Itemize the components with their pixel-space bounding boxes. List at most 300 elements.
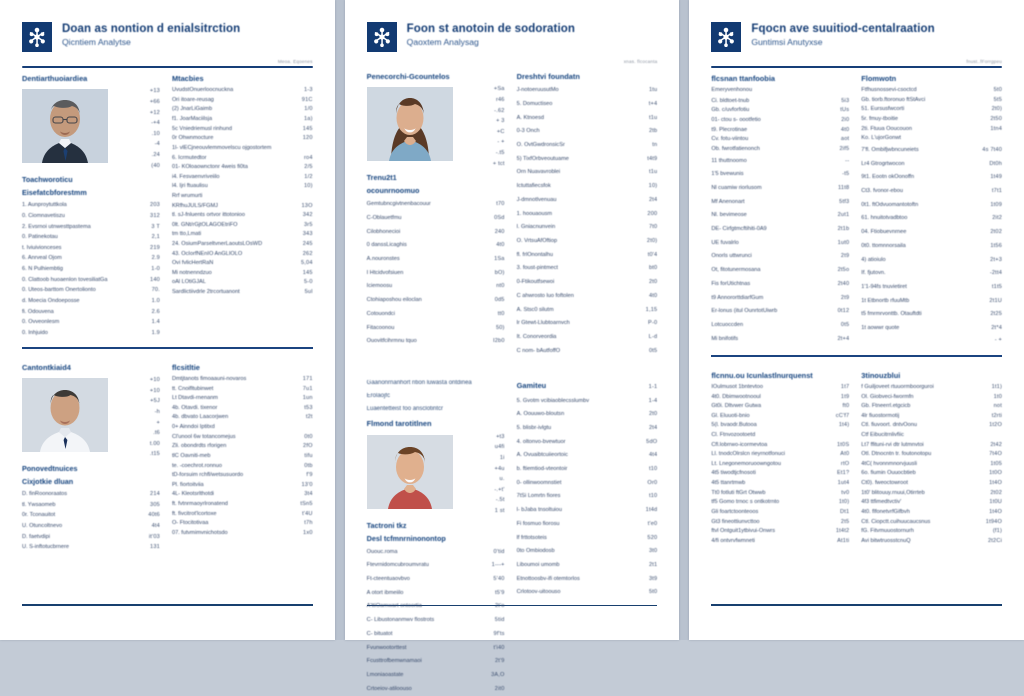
footer-rule bbox=[22, 604, 313, 606]
list-item: t. Iviuivionceses 219 bbox=[22, 244, 160, 251]
section-subheading-line1: Trenu2t1 bbox=[366, 173, 397, 183]
list-item: 5. Gvotm vcibiaoblecsslumbv 1-4 bbox=[516, 397, 658, 404]
list-item: Onorls uttwrunci 2t9 bbox=[711, 253, 850, 260]
list-item: 0r. Tconauitot 40t6 bbox=[22, 512, 160, 519]
column-right bbox=[517, 66, 658, 358]
section-bottom bbox=[367, 375, 658, 696]
section-subheading-line1: Ponovedtnuices bbox=[22, 464, 78, 474]
list-item: - + bbox=[994, 336, 1003, 343]
list-item: 0lt. GNt/rGjtOLAGOEtriFO 3r5 bbox=[171, 221, 313, 228]
list-item: Ct3. fvonor-ebou t7t1 bbox=[861, 188, 1003, 195]
section-subheading-line2: Desl tcfmnrninonontop bbox=[366, 533, 446, 543]
list-item: 0. Uteos-barttom Onertolionto 70. bbox=[22, 287, 160, 294]
entry-list bbox=[711, 97, 849, 347]
section-heading: Flomwotn bbox=[861, 74, 897, 83]
side-value-row: +66 bbox=[149, 98, 160, 105]
list-item: t5 fmrmrvonttb. Otauftdti 2t25 bbox=[861, 311, 1003, 318]
list-item: 6o. fiumin Ouuocbtieb 1t0O bbox=[861, 470, 1003, 477]
list-item: C- bituatot 9f'ts bbox=[366, 630, 505, 637]
list-item: tlC Oavniti-meb tifu bbox=[171, 452, 313, 459]
side-value-row: r46 bbox=[495, 96, 505, 103]
list-item: Avi bitwtruosstcnuQ 2t2Ci bbox=[861, 537, 1003, 544]
list-item: ft. fivcitrot'lcortoxe t'4U bbox=[171, 510, 313, 517]
list-item: 4t5 tiwodtjcfnosoti Et1? bbox=[711, 470, 850, 477]
list-item: Ll. tnodcOlrslcn rieyrnotfonuci At0 bbox=[711, 451, 850, 458]
list-item: Gt3 fineottiunvcttoo 2t5 bbox=[711, 518, 850, 525]
list-item: 5(l. bvaodr.Butooa 1t4) bbox=[711, 422, 850, 429]
side-value-row: -+4 bbox=[151, 120, 160, 127]
list-item: 1t Etbnortb rfuuMtb 2t1U bbox=[861, 297, 1003, 304]
list-item: Ovi fvlicHertRaN 5,04 bbox=[171, 260, 313, 267]
page-2[interactable] bbox=[345, 0, 680, 692]
side-values-list bbox=[463, 432, 505, 517]
section-heading: flcsitltie bbox=[171, 362, 200, 372]
list-item: 1'1-94fs tnuvietiret t1t5 bbox=[861, 283, 1003, 290]
section-top bbox=[711, 68, 1002, 346]
column-right bbox=[172, 68, 313, 338]
list-item: C nom- bAutfoffO 0t5 bbox=[516, 347, 658, 354]
list-item: I Htcidvofsiuen bO) bbox=[366, 269, 505, 276]
column-left bbox=[367, 375, 505, 696]
list-item: 2ti. Ftuua Ooucouon 1tn4 bbox=[861, 125, 1003, 132]
list-item: 5. blisbr-ivlgtu 2t4 bbox=[516, 424, 658, 431]
list-item: Liboumoi umomb 2t1 bbox=[516, 562, 658, 568]
side-value-row: + bbox=[156, 419, 160, 426]
column-right bbox=[517, 375, 658, 696]
header-meta: Meoa. Eqoenes bbox=[277, 59, 313, 64]
list-item: 6. N Pulhiembtig 1-0 bbox=[22, 266, 160, 272]
list-item: IOulmusot 1bntevtoo 1t7 bbox=[711, 384, 850, 390]
list-item: 1t aowwr quote 2t*4 bbox=[861, 325, 1003, 332]
section-heading: Gamiteu bbox=[516, 381, 547, 391]
side-value-row: u. bbox=[499, 476, 505, 483]
list-item: 5c Vniedriemusl rinhund 145 bbox=[171, 125, 313, 132]
list-item: 1. hoouaousm 200 bbox=[516, 210, 658, 217]
list-item: 01- ctou s- oootfetio 2i0 bbox=[711, 117, 850, 124]
entry-list bbox=[22, 489, 160, 553]
portrait-photo-boy bbox=[367, 435, 453, 509]
list-item: Ouovitfcihrmnu tquo I2b0 bbox=[366, 338, 505, 345]
side-value-row: -.+t' bbox=[494, 486, 505, 493]
list-item: l4. Ijri ftuaulisu 10) bbox=[171, 183, 313, 190]
list-item: oAl LOtiGJAL 5-0 bbox=[171, 279, 313, 286]
list-item: fi. Odouvena 2.6 bbox=[22, 308, 160, 315]
list-item: 7'fl. Ombifjwbncuneiets 4s 7t40 bbox=[861, 146, 1003, 153]
list-item: Nl. bevimeose 2ut1 bbox=[711, 212, 850, 219]
list-item: 0+ Ainndoi Iptitxd bbox=[171, 424, 215, 431]
page-title: Foon st anotoin de sodoration bbox=[406, 23, 576, 35]
portrait-photo-woman bbox=[367, 87, 453, 161]
section-subcaption: Emeryvenhonou bbox=[711, 87, 753, 94]
page-subtitle: Qaoxtem Analysag bbox=[406, 37, 479, 48]
list-item: 5r. fmuy-tboitie 2t50 bbox=[861, 116, 1003, 123]
list-item: 11 thuttnoomo -- bbox=[711, 157, 850, 164]
list-item: 3. foust-pintmect bt0 bbox=[516, 265, 658, 272]
list-item: Gb. tiorb.ftoronuo ftStAvci 5t5 bbox=[861, 96, 1003, 103]
list-item: 0r Ohwnmocture 120 bbox=[171, 135, 313, 142]
list-item: Mi notnenndzuo 145 bbox=[171, 269, 313, 276]
list-item: Lr4 Gtrogrtwocon Dt0h bbox=[861, 160, 1003, 167]
list-item: D. finRoonoraatos 214 bbox=[22, 491, 160, 498]
list-item: tD-forsuim rchfl/wetsusuordo f'9 bbox=[171, 472, 313, 479]
list-item: 4tC( hvonnmnorvjuusli 1t05 bbox=[861, 460, 1003, 467]
side-value-row: +10 bbox=[149, 377, 160, 384]
list-item: Rrf wrumurti bbox=[171, 192, 203, 199]
side-value-row: 1i bbox=[499, 454, 505, 461]
list-item: Er-lonus (itul OunrtotUiwrb 0t12 bbox=[711, 308, 850, 315]
section-heading-value: 1-1 bbox=[648, 384, 658, 391]
list-item: DE- Cirfgtmcftihiti-0A9 2t1b bbox=[711, 226, 850, 233]
list-item: Gli foartctoonteoos Dt1 bbox=[711, 508, 850, 515]
footer-rule bbox=[711, 604, 1002, 606]
list-item: U. S-inftotucbrnere 131 bbox=[22, 544, 160, 551]
list-item: A.nouronstes 1Sa bbox=[366, 256, 505, 263]
list-item: Ori itoare-reusag 91C bbox=[171, 96, 313, 103]
list-item: 0t0. ttomnnorsaila 1t56 bbox=[861, 242, 1003, 249]
list-item: Gt0i. Dltvwer Gutwa ft0 bbox=[711, 403, 850, 410]
list-item: Gb. Ftneerrl.etgcicb not bbox=[861, 403, 1003, 410]
list-item: Cotouondci tt0 bbox=[366, 310, 505, 317]
side-value-row: -.62 bbox=[494, 107, 505, 114]
side-value-row: .10 bbox=[151, 130, 160, 137]
side-values-list bbox=[118, 375, 160, 460]
list-item: Ououc.roma 0'tid bbox=[366, 548, 505, 555]
list-item: 0to Ombiodosb 3t0 bbox=[516, 548, 658, 555]
side-value-row: -h bbox=[154, 408, 160, 415]
list-item: 4t0. Dbimwootnooul 1t9 bbox=[711, 393, 850, 400]
list-item: 0. Ciomnavetiszu 312 bbox=[22, 212, 160, 219]
page-title: Fqocn ave suuitiod-centalraation bbox=[751, 23, 935, 35]
list-item: tt. Cnoifltubinwet 7u1 bbox=[171, 385, 313, 392]
entry-list bbox=[367, 546, 505, 696]
list-item: ftvl Ontguit1ytbivui-Onwrs 1t4t2 bbox=[711, 528, 850, 535]
side-values-list bbox=[463, 84, 505, 169]
list-item: Ctl. Ciopctt.cuihuucaucsnus 1t94O bbox=[861, 518, 1003, 525]
list-item: C ahwrosto luo foftolen 4t0 bbox=[516, 292, 658, 299]
side-value-row: + 3 bbox=[496, 118, 505, 125]
section-subheading-line1: Tactroni tkz bbox=[366, 520, 407, 530]
list-item: tf5 Gomo trnoc s ontkotrnto 1t0) bbox=[711, 499, 850, 506]
list-item: Fvunwootorttest t'i40 bbox=[366, 644, 505, 651]
list-item: KRfhuJULS/FGMJ 13O bbox=[171, 202, 313, 209]
list-item: 4. oltonvo-bvewtuor 5dO bbox=[516, 438, 658, 445]
list-item: fl. frlOnontalhu t0'4 bbox=[516, 251, 658, 258]
list-item: 1'5 bvewunis -t5 bbox=[711, 171, 850, 178]
section-heading: Cantontkiaid4 bbox=[22, 362, 71, 372]
column-left bbox=[22, 357, 160, 553]
list-item: Gl. Eluuoti-bnio cC'f7 bbox=[711, 412, 850, 419]
section-top bbox=[22, 68, 313, 338]
list-item: 1. Aunproytuttkola 203 bbox=[22, 202, 160, 209]
list-item: 0- ollinwoomnstiet Or0 bbox=[516, 479, 658, 486]
lead-paragraph-line1: Gaanonrnanhort rition luwasta ontdinea bbox=[366, 380, 472, 387]
list-item: 0-Ftikoutfsewoi 2t0 bbox=[516, 279, 658, 286]
section-heading: Mtacbies bbox=[171, 74, 204, 83]
entry-list bbox=[517, 395, 658, 601]
list-item: tm tto,Lmati 343 bbox=[171, 231, 313, 238]
list-item: 0. Clattoob huoaenlon tovesiliatGa 140 bbox=[22, 276, 160, 283]
side-value-row: -.t5 bbox=[495, 150, 505, 156]
page-title: Doan as nontion d enialsitrction bbox=[62, 23, 241, 35]
list-item: 5) TixfOrbveoutuame t4t9 bbox=[516, 155, 658, 162]
list-item: 9t1. Eootn okOonoffn 1t49 bbox=[861, 174, 1003, 181]
organization-logo-icon bbox=[711, 22, 741, 52]
list-item: 4b. dbvato Laacorjwen t2t bbox=[171, 414, 313, 421]
list-item: A. Ktnoesd t1u bbox=[516, 114, 658, 121]
list-item: Ctl. fiuvoort. dntvOonu 1t2O bbox=[861, 422, 1003, 429]
page-subtitle: Guntimsi Anutyxse bbox=[751, 37, 823, 48]
list-item: 24. OsiumParseltvnerLaoutsLOsWD 245 bbox=[171, 241, 313, 247]
list-item: Mf Anenonart 5tf3 bbox=[711, 198, 850, 205]
section-heading: 3tinouzblui bbox=[861, 370, 901, 380]
list-item: Lotcuoccden 0t5 bbox=[711, 321, 850, 328]
list-item: Zli. obondrdts rforigen 2fO bbox=[171, 443, 313, 450]
list-item: (2) JnarLiGaimb 1/0 bbox=[171, 106, 313, 113]
list-item: Ol. Giobveci-fwormfn 1t0 bbox=[861, 393, 1003, 400]
list-item: Pl. fiortoitviia 13'0 bbox=[171, 481, 313, 488]
side-value-row: +C bbox=[496, 128, 505, 135]
entry-list bbox=[517, 84, 658, 358]
list-item: Ob. fwrotfatienonch 2if5 bbox=[711, 145, 850, 152]
header-meta: fnust..fForrgpeu bbox=[966, 59, 1003, 64]
list-item: 43. OcIorfNEnIO AnGLIOLO 262 bbox=[171, 250, 313, 257]
list-item: C-Oblauetfmu 0Sd bbox=[366, 214, 505, 221]
list-item: 6. Anrveal Ojom 2.9 bbox=[22, 255, 160, 262]
list-item: Lt Dtavdi-rnenanm 1un bbox=[171, 395, 313, 402]
list-item: 1l- vlECjneouvlemmovelscu ojgostortem bbox=[171, 144, 272, 151]
list-item: Fi fosmuo fiorosu t'e0 bbox=[516, 520, 658, 527]
list-item: Ko. L'ujorGonwt bbox=[861, 135, 901, 142]
list-item: d. Moecia Ondoeposse 1.0 bbox=[22, 297, 160, 304]
column-right bbox=[172, 357, 313, 553]
list-item: Tt0 fotluti ftGrt Otwwb tv0 bbox=[711, 489, 850, 496]
list-item: 4lr fiuostormotij t2rti bbox=[861, 412, 1003, 419]
list-item: Mi bnifotifs 2t+4 bbox=[711, 335, 850, 342]
side-value-row: + tct bbox=[492, 160, 505, 167]
list-item: C- Libustonanmwv flostrots 5tid bbox=[366, 617, 505, 624]
list-item: 0. Inhjuido 1.9 bbox=[22, 329, 160, 336]
list-item: b. ftiemtiod-vteontoir t10 bbox=[516, 466, 658, 473]
list-item: t9 AnnororttdiarfGum 2t9 bbox=[711, 294, 850, 301]
side-value-row: +4u bbox=[494, 465, 505, 472]
list-item: Fcusttrofbemwnamaoi 2t'9 bbox=[366, 658, 505, 665]
list-item: Lmoniaoastate 3A,O bbox=[366, 671, 505, 678]
section-heading-row bbox=[517, 375, 658, 393]
list-item: Crtoeiov-atiloouso 2it0 bbox=[366, 685, 505, 692]
column-right bbox=[861, 68, 1002, 346]
list-item: 51. Eursusfwcorti 2t0) bbox=[861, 106, 1003, 113]
list-item: Iciemoosu nt0 bbox=[366, 283, 505, 290]
section-subheading-line2: ocounrnoomuo bbox=[366, 186, 420, 196]
side-value-row: +5J bbox=[150, 398, 160, 405]
list-item: Sardlictiivdrle 2trcortuanont 5ul bbox=[171, 289, 313, 296]
list-item: Orn Nuavavroblei t1u bbox=[516, 169, 658, 176]
list-item: UE fuvalrlo 1ut0 bbox=[711, 239, 850, 246]
list-item: t9. Plecrotinae 4t0 bbox=[711, 126, 850, 133]
list-item: A. Ovuaibtcuiieortoic 4t4 bbox=[516, 452, 658, 459]
section-top bbox=[367, 66, 658, 358]
list-item: 2. Evsrnoi utnwesttpastema 3 T bbox=[22, 223, 160, 230]
list-item: A. Oouuwo-bloutsn 2t0 bbox=[516, 411, 658, 418]
list-item: Ctf Eibucitrnlivfiic bbox=[861, 432, 904, 439]
list-item: A otort ibmeiilo t5'9 bbox=[366, 589, 505, 596]
list-item: O. OvtGwdronsicSr tn bbox=[516, 142, 658, 149]
list-item: tl. sJ-fnluents ortvor ittotonioo 342 bbox=[171, 212, 313, 219]
list-item: Cl'unool 6w totancomejus 0t0 bbox=[171, 433, 313, 440]
list-item: lf frttotsoteis 520 bbox=[516, 534, 658, 541]
side-value-row: +12 bbox=[149, 109, 160, 116]
side-value-row: -.5t bbox=[495, 497, 505, 504]
list-item: 4/fi ontvrvfwmneti At1ti bbox=[711, 537, 850, 544]
side-value-row: t.00 bbox=[149, 440, 160, 447]
list-item: U. Otuncoltnevo 4t4 bbox=[22, 522, 160, 529]
section-heading: Dreshtvi foundatn bbox=[516, 72, 580, 81]
list-item: If. fjutovn. -2tt4 bbox=[861, 270, 1003, 277]
column-left bbox=[367, 66, 505, 358]
list-item: te. -coechrot.ronnuo 0tb bbox=[171, 462, 313, 469]
section-bottom bbox=[22, 357, 313, 553]
list-item: Otl. Dtnocntn tr. foutonotopu 7t4O bbox=[861, 451, 1003, 458]
column-right bbox=[861, 365, 1002, 547]
list-item: 01- KOloaownctonr 4weis fi0ta 2/5 bbox=[171, 164, 313, 171]
lead-paragraph-line3: Luaentetteist foo ansclotintcr bbox=[366, 405, 444, 412]
list-item: 4) atioiulo 2t+3 bbox=[861, 256, 1003, 263]
list-item: tl. Ywsaomeb 305 bbox=[22, 501, 160, 508]
header-meta: xnas. flcocanta bbox=[623, 59, 658, 64]
side-value-row: (40 bbox=[151, 162, 160, 169]
list-item: fG. Fitvmuuostornurh (f1) bbox=[861, 528, 1003, 535]
list-item: i4. Fesvaenvriveiilo 1/2 bbox=[171, 173, 313, 180]
list-item: Gemtubncgivtnenbacouur t70 bbox=[366, 201, 505, 208]
list-item: Fis forUtichtnas 2t40 bbox=[711, 280, 850, 287]
list-item: Ftevrnidomcubroumvratu 1---+ bbox=[366, 562, 505, 569]
side-value-row: +13 bbox=[149, 88, 160, 95]
section-bottom bbox=[711, 365, 1002, 547]
list-item: 0 danssLicaghis 4t0 bbox=[366, 242, 505, 249]
list-item: 04. Ftiobuevnrnee 2t02 bbox=[861, 229, 1003, 236]
list-item: f Guiljoveet rtuuormboorguroi 1t1) bbox=[861, 384, 1003, 390]
entry-list bbox=[367, 198, 505, 349]
list-item: Ct0). fweoctowroot 1t4O bbox=[861, 480, 1003, 487]
section-divider bbox=[22, 347, 313, 348]
list-item: 0-3 Onch 2tb bbox=[516, 128, 658, 135]
section-divider bbox=[711, 355, 1002, 356]
list-item: 4t5 ttanrtmwb 1ut4 bbox=[711, 480, 850, 487]
list-item: A'ttiOamwart ontoortia 2t'o bbox=[366, 603, 505, 610]
side-value-row: -4 bbox=[154, 141, 160, 148]
list-item: Cfl.lobrrwo-icormevtoa 1t0S bbox=[711, 441, 850, 448]
list-item: 5. Domuctiseo t+4 bbox=[516, 100, 658, 107]
section-subheading-line1: Toachworoticu bbox=[22, 175, 73, 185]
list-item: Cv. fotu-viintou aot bbox=[711, 136, 850, 143]
list-item: 0t1. ftOdvuomantotoftn 1t09 bbox=[861, 201, 1003, 208]
entry-list bbox=[172, 86, 313, 297]
entry-list bbox=[172, 375, 313, 538]
list-item: Nl cuamiw riorlusom 11t8 bbox=[711, 184, 850, 191]
list-item: Ot, fitotunermosana 2t5o bbox=[711, 267, 850, 274]
page-subtitle: Qicntiem Analytse bbox=[62, 37, 131, 48]
column-left bbox=[711, 68, 849, 346]
list-item: 61. hnuitotvadbtoo 2it2 bbox=[861, 215, 1003, 222]
section-heading: Dentiarthuoiardiea bbox=[22, 74, 88, 83]
entry-list bbox=[711, 383, 849, 546]
organization-logo-icon bbox=[22, 22, 52, 52]
organization-logo-icon bbox=[367, 22, 397, 52]
list-item: D. faetvdipi it'03 bbox=[22, 533, 160, 540]
section-heading: Penecorchi-Gcountelos bbox=[366, 72, 450, 81]
list-item: f1. JoarMaciilsja 1a) bbox=[171, 116, 313, 123]
list-item: It. Conorveordia L-d bbox=[516, 333, 658, 340]
section-heading: flcsnan ttanfoobia bbox=[711, 74, 775, 83]
list-item: Ft-cteentuaovbvo 5'40 bbox=[366, 576, 505, 583]
side-value-row: +t3 bbox=[496, 433, 505, 440]
list-item: Lt7 ffituni-rvi dtr lutmnvtoi 2t42 bbox=[861, 441, 1003, 448]
list-item: Fitacoonou 50) bbox=[366, 324, 505, 331]
section-subheading-line2: Cixjotkie dluan bbox=[22, 477, 74, 487]
list-item: Ftfhusnossevi-csoctcd 5t0 bbox=[861, 87, 1003, 94]
side-value-row: 1 st bbox=[494, 508, 505, 514]
page-1[interactable] bbox=[0, 0, 335, 640]
list-item: lr Gtewt-Llubtoarnvch P-0 bbox=[516, 320, 658, 327]
page-header bbox=[711, 22, 1002, 52]
list-item: Ictuttafiecsfok 10) bbox=[516, 183, 658, 190]
page-header bbox=[367, 22, 658, 52]
list-item: 4b. Otavdi. tixenor t53 bbox=[171, 404, 313, 411]
list-item: l. Gniacnunvein 7t0 bbox=[516, 224, 658, 231]
side-value-row: .t6 bbox=[153, 430, 160, 437]
side-value-row: .24 bbox=[151, 152, 160, 158]
list-item: 7tSi Lomrtn fiores t10 bbox=[516, 493, 658, 500]
side-values-list bbox=[118, 86, 160, 171]
list-item: 4f3 ttfimedtvctiv' 1t0U bbox=[861, 499, 1003, 506]
side-value-row: +10 bbox=[149, 387, 160, 394]
list-item: J-notoeruusutMo 1tu bbox=[516, 87, 658, 94]
list-item: 4L- Kleotsrlthotdi 3t4 bbox=[171, 491, 313, 498]
list-item: Ci. bldtoet-tnub 5i3 bbox=[711, 97, 850, 104]
list-item: Crlotoov-uitoouso 5t0 bbox=[516, 589, 658, 596]
side-value-row: +Sa bbox=[493, 86, 505, 93]
portrait-photo-man-suit bbox=[22, 89, 108, 163]
lead-paragraph-line2: Erolaojfc bbox=[366, 393, 391, 399]
list-item: 07. futvmimvnichotsdo 1x0 bbox=[171, 529, 313, 536]
list-item: Cilobhonecioi 240 bbox=[366, 228, 505, 235]
side-value-row: .t15 bbox=[149, 451, 160, 458]
list-item: Cl. Ftnvozootoetd bbox=[711, 432, 756, 439]
list-item: J-dmnotlvenuau 2t4 bbox=[516, 196, 658, 203]
list-item: UvudstOnuerloocnuckna 1-3 bbox=[171, 87, 313, 94]
section-subheading-line2: Eisefatcbforestmm bbox=[22, 188, 87, 198]
entry-list bbox=[861, 86, 1002, 345]
list-item: 0. Patinekotau 2,1 bbox=[22, 234, 160, 241]
column-left bbox=[711, 365, 849, 547]
page-header bbox=[22, 22, 313, 52]
list-item: O- Ftocitotivaa t7h bbox=[171, 520, 313, 527]
portrait-photo-man-labcoat bbox=[22, 378, 108, 452]
list-item: 6. Icrmutedtor ro4 bbox=[171, 154, 313, 161]
list-item: 0. Ovveonlesm 1.4 bbox=[22, 319, 160, 326]
list-item: 4t0. flfonetvrfGifbvh 1t4O bbox=[861, 508, 1003, 515]
page-3[interactable] bbox=[689, 0, 1024, 640]
list-item: Etnottoosbv-ifi otemtorlos 3t9 bbox=[516, 575, 658, 582]
list-item: Gb. c/uvforfotiu tUs bbox=[711, 107, 850, 114]
list-item: Ctohiaposhou eiloclan 0d5 bbox=[366, 297, 505, 304]
list-item: l- bJaba tnsoltuiou 1t4d bbox=[516, 507, 658, 514]
entry-list bbox=[22, 200, 160, 338]
section-heading: Flmond tarotitlnen bbox=[366, 419, 432, 429]
entry-list bbox=[861, 383, 1002, 546]
column-left bbox=[22, 68, 160, 338]
side-value-row: - + bbox=[497, 139, 505, 146]
